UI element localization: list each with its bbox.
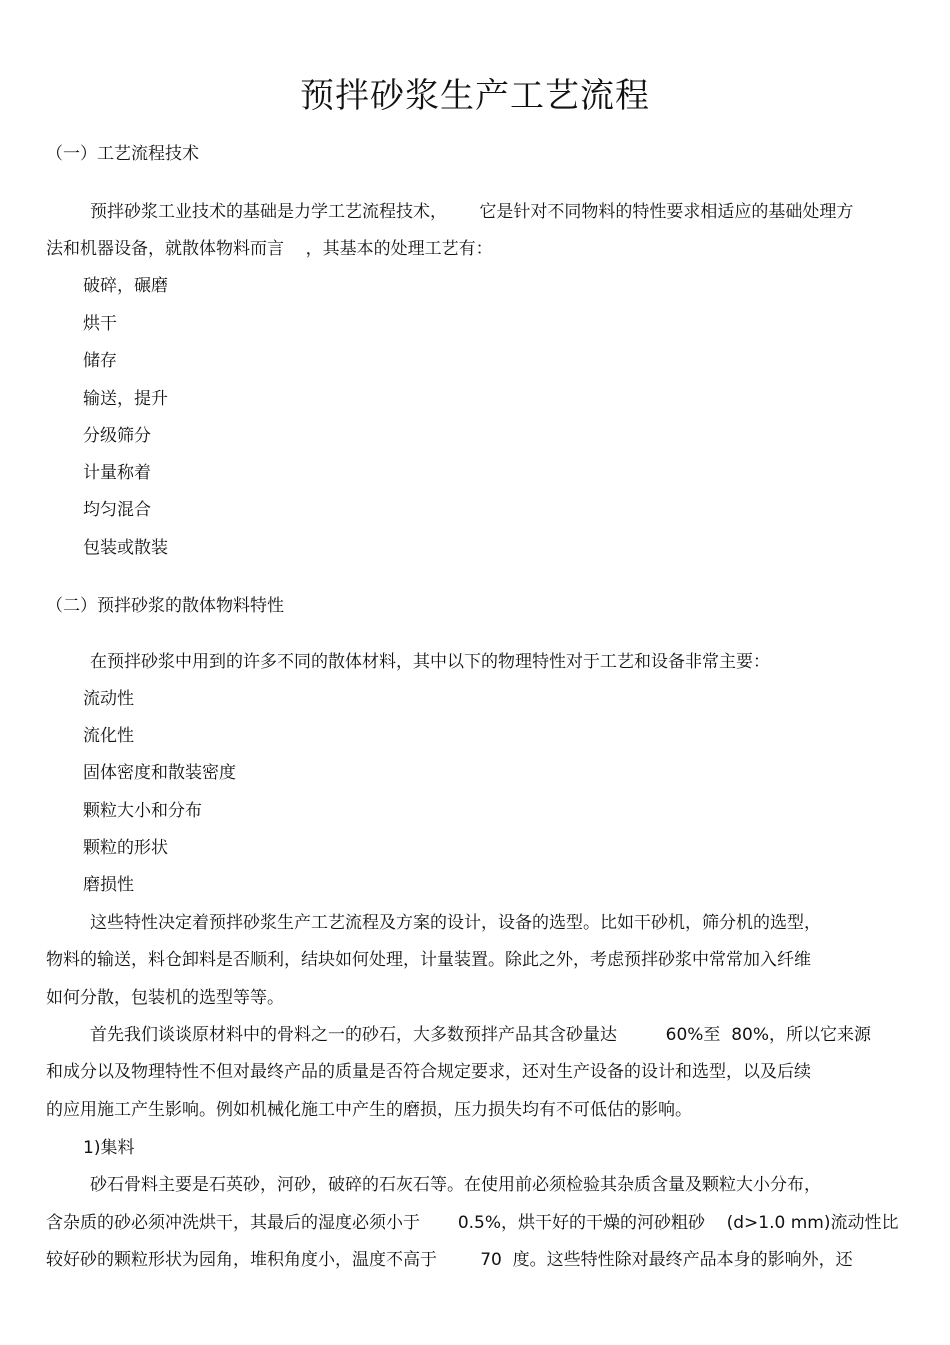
list-item: 烘干 [83,314,117,334]
paragraph-line: 含杂质的砂必须冲洗烘干，其最后的湿度必须小于 0.5%，烘干好的干燥的河砂粗砂 (d>1.0 mm)流动性比 [46,1213,899,1233]
list-item: 破碎，碾磨 [83,276,168,296]
list-item: 计量称着 [83,463,151,483]
paragraph-line: 如何分散，包装机的选型等等。 [46,988,284,1008]
paragraph-line: 砂石骨料主要是石英砂，河砂，破碎的石灰石等。在使用前必须检验其杂质含量及颗粒大小分布， [90,1175,821,1195]
list-item: 分级筛分 [83,426,151,446]
list-item: 磨损性 [83,875,134,895]
subheading: 1)集料 [83,1138,135,1158]
section-heading-2: （二）预拌砂浆的散体物料特性 [46,596,284,616]
paragraph-line: 这些特性决定着预拌砂浆生产工艺流程及方案的设计，设备的选型。比如干砂机，筛分机的选型， [90,913,821,933]
list-item: 流化性 [83,726,134,746]
section-heading-1: （一）工艺流程技术 [46,144,199,164]
list-item: 储存 [83,351,117,371]
paragraph-line: 和成分以及物理特性不但对最终产品的质量是否符合规定要求，还对生产设备的设计和选型，以及后续 [46,1062,811,1082]
list-item: 输送，提升 [83,389,168,409]
paragraph-line: 较好砂的颗粒形状为园角，堆积角度小，温度不高于 70 度。这些特性除对最终产品本身的影响外，还 [46,1250,853,1270]
list-item: 颗粒大小和分布 [83,801,202,821]
list-item: 颗粒的形状 [83,838,168,858]
list-item: 流动性 [83,689,134,709]
list-item: 固体密度和散装密度 [83,763,236,783]
list-item: 均匀混合 [83,500,151,520]
document-title: 预拌砂浆生产工艺流程 [300,76,650,116]
paragraph-line: 在预拌砂浆中用到的许多不同的散体材料，其中以下的物理特性对于工艺和设备非常主要： [90,652,770,672]
paragraph-line: 首先我们谈谈原材料中的骨料之一的砂石，大多数预拌产品其含砂量达 60%至 80%，所以它来源 [90,1025,872,1045]
paragraph-line: 的应用施工产生影响。例如机械化施工中产生的磨损，压力损失均有不可低估的影响。 [46,1100,692,1120]
list-item: 包装或散装 [83,538,168,558]
paragraph-line: 法和机器设备，就散体物料而言 ，其基本的处理工艺有： [46,239,493,259]
paragraph-line: 物料的输送，料仓卸料是否顺利，结块如何处理，计量装置。除此之外，考虑预拌砂浆中常常加入纤维 [46,950,811,970]
paragraph-line: 预拌砂浆工业技术的基础是力学工艺流程技术， 它是针对不同物料的特性要求相适应的基础处理方 [90,202,854,222]
